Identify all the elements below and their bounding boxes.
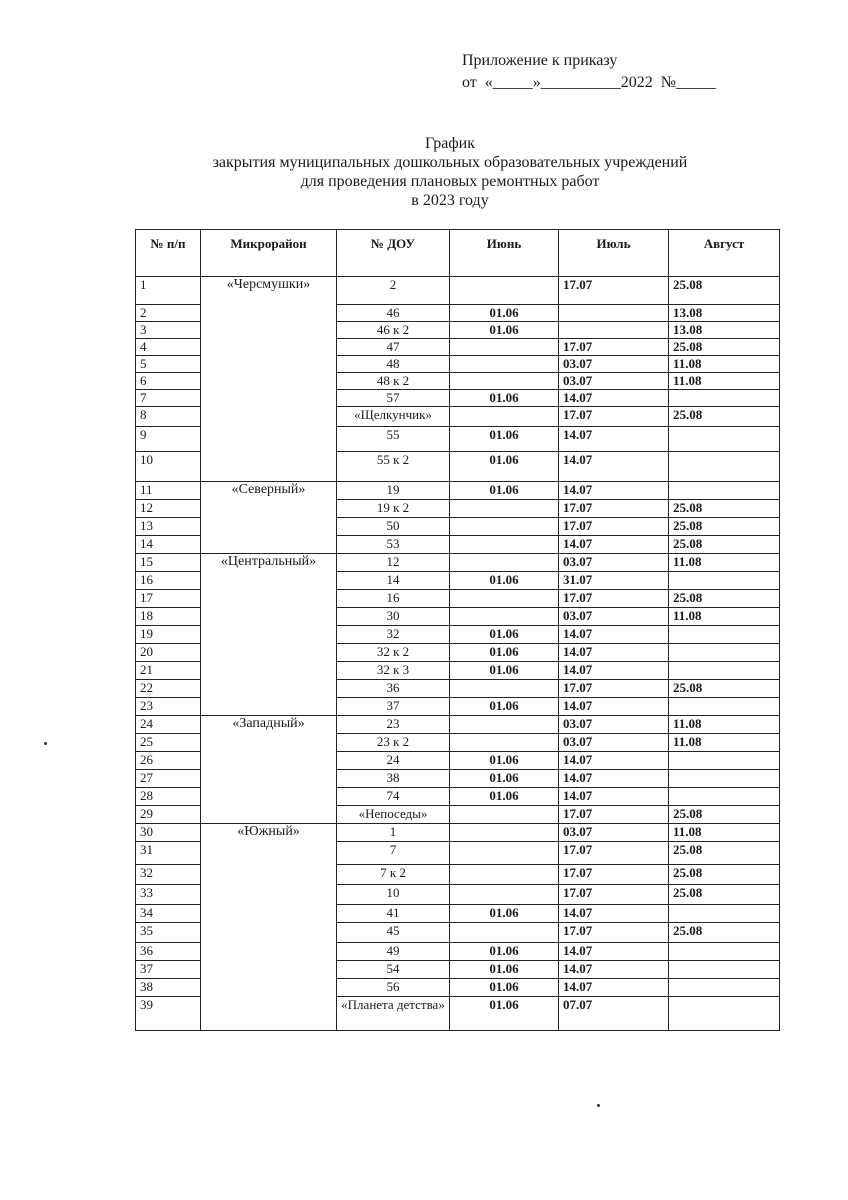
august-date-cell	[669, 905, 780, 923]
dou-cell: 23 к 2	[337, 734, 450, 752]
row-number-cell: 10	[136, 452, 201, 482]
august-date-cell	[669, 979, 780, 997]
august-date-cell: 11.08	[669, 824, 780, 842]
july-date-cell: 17.07	[559, 500, 669, 518]
july-date-cell: 14.07	[559, 979, 669, 997]
dou-cell: 1	[337, 824, 450, 842]
table-body	[136, 277, 780, 1031]
july-date-cell: 14.07	[559, 752, 669, 770]
july-date-cell: 17.07	[559, 407, 669, 427]
june-date-cell: 01.06	[450, 698, 559, 716]
july-date-cell: 14.07	[559, 698, 669, 716]
june-date-cell: 01.06	[450, 322, 559, 339]
june-date-cell	[450, 518, 559, 536]
column-header-district: Микрорайон	[201, 230, 337, 277]
dou-cell: 10	[337, 885, 450, 905]
row-number-cell: 2	[136, 305, 201, 322]
august-date-cell: 11.08	[669, 554, 780, 572]
july-date-cell: 14.07	[559, 644, 669, 662]
july-date-cell: 17.07	[559, 680, 669, 698]
row-number-cell: 4	[136, 339, 201, 356]
row-number-cell: 32	[136, 865, 201, 885]
june-date-cell: 01.06	[450, 390, 559, 407]
scan-speck	[597, 1104, 600, 1107]
june-date-cell: 01.06	[450, 644, 559, 662]
june-date-cell: 01.06	[450, 997, 559, 1031]
dou-cell: 32 к 3	[337, 662, 450, 680]
august-date-cell	[669, 770, 780, 788]
dou-cell: 53	[337, 536, 450, 554]
june-date-cell	[450, 590, 559, 608]
july-date-cell: 17.07	[559, 339, 669, 356]
june-date-cell	[450, 554, 559, 572]
july-date-cell: 14.07	[559, 536, 669, 554]
row-number-cell: 25	[136, 734, 201, 752]
august-date-cell: 25.08	[669, 407, 780, 427]
august-date-cell: 25.08	[669, 339, 780, 356]
june-date-cell: 01.06	[450, 626, 559, 644]
june-date-cell	[450, 500, 559, 518]
column-header-june: Июнь	[450, 230, 559, 277]
dou-cell: 45	[337, 923, 450, 943]
june-date-cell: 01.06	[450, 427, 559, 452]
august-date-cell: 25.08	[669, 277, 780, 305]
dou-cell: 56	[337, 979, 450, 997]
august-date-cell	[669, 452, 780, 482]
row-number-cell: 35	[136, 923, 201, 943]
row-number-cell: 15	[136, 554, 201, 572]
june-date-cell: 01.06	[450, 482, 559, 500]
row-number-cell: 28	[136, 788, 201, 806]
dou-cell: 19 к 2	[337, 500, 450, 518]
dou-cell: 55	[337, 427, 450, 452]
district-cell: «Центральный»	[201, 554, 337, 716]
june-date-cell: 01.06	[450, 770, 559, 788]
june-date-cell: 01.06	[450, 961, 559, 979]
appendix-line-1: Приложение к приказу	[462, 52, 618, 69]
dou-cell: 16	[337, 590, 450, 608]
august-date-cell	[669, 662, 780, 680]
dou-cell: 54	[337, 961, 450, 979]
dou-cell: 38	[337, 770, 450, 788]
dou-cell: 7	[337, 842, 450, 865]
august-date-cell: 11.08	[669, 373, 780, 390]
july-date-cell: 17.07	[559, 885, 669, 905]
august-date-cell: 25.08	[669, 806, 780, 824]
july-date-cell: 17.07	[559, 277, 669, 305]
title-line-1: График	[424, 135, 476, 152]
june-date-cell	[450, 824, 559, 842]
june-date-cell	[450, 608, 559, 626]
dou-cell: 14	[337, 572, 450, 590]
june-date-cell	[450, 806, 559, 824]
august-date-cell: 25.08	[669, 865, 780, 885]
august-date-cell	[669, 482, 780, 500]
dou-cell: «Щелкунчик»	[337, 407, 450, 427]
row-number-cell: 16	[136, 572, 201, 590]
june-date-cell	[450, 716, 559, 734]
august-date-cell: 13.08	[669, 322, 780, 339]
july-date-cell: 14.07	[559, 943, 669, 961]
table-row	[136, 554, 780, 572]
july-date-cell: 14.07	[559, 770, 669, 788]
july-date-cell: 03.07	[559, 824, 669, 842]
june-date-cell: 01.06	[450, 305, 559, 322]
row-number-cell: 8	[136, 407, 201, 427]
august-date-cell: 25.08	[669, 536, 780, 554]
july-date-cell: 03.07	[559, 716, 669, 734]
august-date-cell	[669, 961, 780, 979]
dou-cell: 49	[337, 943, 450, 961]
dou-cell: «Планета детства»	[337, 997, 450, 1031]
row-number-cell: 1	[136, 277, 201, 305]
row-number-cell: 22	[136, 680, 201, 698]
july-date-cell: 14.07	[559, 662, 669, 680]
dou-cell: 32 к 2	[337, 644, 450, 662]
june-date-cell	[450, 680, 559, 698]
dou-cell: 41	[337, 905, 450, 923]
row-number-cell: 30	[136, 824, 201, 842]
row-number-cell: 19	[136, 626, 201, 644]
august-date-cell	[669, 572, 780, 590]
june-date-cell	[450, 536, 559, 554]
dou-cell: 50	[337, 518, 450, 536]
row-number-cell: 21	[136, 662, 201, 680]
august-date-cell: 25.08	[669, 842, 780, 865]
august-date-cell: 25.08	[669, 885, 780, 905]
august-date-cell	[669, 997, 780, 1031]
dou-cell: 48 к 2	[337, 373, 450, 390]
august-date-cell: 25.08	[669, 923, 780, 943]
column-header-august: Август	[669, 230, 780, 277]
july-date-cell	[559, 305, 669, 322]
june-date-cell	[450, 277, 559, 305]
document-title	[0, 134, 848, 210]
august-date-cell	[669, 943, 780, 961]
schedule-table	[135, 229, 780, 1031]
dou-cell: 7 к 2	[337, 865, 450, 885]
july-date-cell: 14.07	[559, 788, 669, 806]
july-date-cell	[559, 322, 669, 339]
august-date-cell	[669, 626, 780, 644]
july-date-cell: 14.07	[559, 452, 669, 482]
dou-cell: 12	[337, 554, 450, 572]
row-number-cell: 36	[136, 943, 201, 961]
august-date-cell: 11.08	[669, 608, 780, 626]
row-number-cell: 11	[136, 482, 201, 500]
june-date-cell	[450, 842, 559, 865]
table-row	[136, 716, 780, 734]
august-date-cell: 11.08	[669, 716, 780, 734]
column-header-number: № п/п	[136, 230, 201, 277]
dou-cell: 55 к 2	[337, 452, 450, 482]
july-date-cell: 14.07	[559, 905, 669, 923]
august-date-cell: 11.08	[669, 734, 780, 752]
august-date-cell: 25.08	[669, 500, 780, 518]
june-date-cell	[450, 356, 559, 373]
august-date-cell: 25.08	[669, 680, 780, 698]
july-date-cell: 03.07	[559, 554, 669, 572]
july-date-cell: 14.07	[559, 626, 669, 644]
district-cell: «Западный»	[201, 716, 337, 824]
row-number-cell: 3	[136, 322, 201, 339]
june-date-cell	[450, 734, 559, 752]
june-date-cell: 01.06	[450, 943, 559, 961]
scan-speck	[44, 742, 47, 745]
july-date-cell: 07.07	[559, 997, 669, 1031]
june-date-cell: 01.06	[450, 452, 559, 482]
row-number-cell: 34	[136, 905, 201, 923]
district-cell: «Южный»	[201, 824, 337, 1031]
district-cell: «Северный»	[201, 482, 337, 554]
august-date-cell: 25.08	[669, 590, 780, 608]
june-date-cell	[450, 923, 559, 943]
july-date-cell: 17.07	[559, 842, 669, 865]
july-date-cell: 17.07	[559, 923, 669, 943]
august-date-cell: 13.08	[669, 305, 780, 322]
row-number-cell: 6	[136, 373, 201, 390]
june-date-cell	[450, 339, 559, 356]
appendix-note	[462, 50, 716, 94]
column-header-july: Июль	[559, 230, 669, 277]
row-number-cell: 17	[136, 590, 201, 608]
dou-cell: 36	[337, 680, 450, 698]
june-date-cell: 01.06	[450, 662, 559, 680]
dou-cell: 30	[337, 608, 450, 626]
july-date-cell: 14.07	[559, 961, 669, 979]
row-number-cell: 39	[136, 997, 201, 1031]
title-line-3: для проведения плановых ремонтных работ	[300, 173, 600, 190]
row-number-cell: 20	[136, 644, 201, 662]
row-number-cell: 27	[136, 770, 201, 788]
dou-cell: 37	[337, 698, 450, 716]
dou-cell: 24	[337, 752, 450, 770]
july-date-cell: 17.07	[559, 806, 669, 824]
august-date-cell	[669, 644, 780, 662]
row-number-cell: 14	[136, 536, 201, 554]
june-date-cell: 01.06	[450, 572, 559, 590]
june-date-cell	[450, 885, 559, 905]
row-number-cell: 9	[136, 427, 201, 452]
july-date-cell: 03.07	[559, 373, 669, 390]
july-date-cell: 17.07	[559, 518, 669, 536]
august-date-cell	[669, 427, 780, 452]
table-row	[136, 824, 780, 842]
july-date-cell: 03.07	[559, 608, 669, 626]
row-number-cell: 7	[136, 390, 201, 407]
june-date-cell: 01.06	[450, 905, 559, 923]
title-line-2: закрытия муниципальных дошкольных образовательных учреждений	[212, 154, 688, 171]
june-date-cell	[450, 865, 559, 885]
table-header-row	[136, 230, 780, 277]
appendix-line-2: от «_____»__________2022 №_____	[462, 74, 717, 91]
june-date-cell	[450, 373, 559, 390]
row-number-cell: 18	[136, 608, 201, 626]
row-number-cell: 37	[136, 961, 201, 979]
row-number-cell: 24	[136, 716, 201, 734]
dou-cell: 2	[337, 277, 450, 305]
dou-cell: 57	[337, 390, 450, 407]
dou-cell: 19	[337, 482, 450, 500]
table-row	[136, 482, 780, 500]
august-date-cell	[669, 698, 780, 716]
row-number-cell: 12	[136, 500, 201, 518]
dou-cell: 47	[337, 339, 450, 356]
column-header-dou: № ДОУ	[337, 230, 450, 277]
august-date-cell: 11.08	[669, 356, 780, 373]
row-number-cell: 33	[136, 885, 201, 905]
july-date-cell: 03.07	[559, 356, 669, 373]
july-date-cell: 17.07	[559, 865, 669, 885]
title-line-4: в 2023 году	[411, 192, 489, 209]
dou-cell: 32	[337, 626, 450, 644]
june-date-cell: 01.06	[450, 752, 559, 770]
july-date-cell: 17.07	[559, 590, 669, 608]
table-row	[136, 277, 780, 305]
dou-cell: 46	[337, 305, 450, 322]
july-date-cell: 03.07	[559, 734, 669, 752]
july-date-cell: 14.07	[559, 482, 669, 500]
dou-cell: «Непоседы»	[337, 806, 450, 824]
dou-cell: 48	[337, 356, 450, 373]
august-date-cell	[669, 788, 780, 806]
row-number-cell: 29	[136, 806, 201, 824]
row-number-cell: 26	[136, 752, 201, 770]
august-date-cell	[669, 752, 780, 770]
dou-cell: 46 к 2	[337, 322, 450, 339]
dou-cell: 74	[337, 788, 450, 806]
july-date-cell: 14.07	[559, 427, 669, 452]
row-number-cell: 23	[136, 698, 201, 716]
district-cell: «Черсмушки»	[201, 277, 337, 482]
july-date-cell: 14.07	[559, 390, 669, 407]
june-date-cell: 01.06	[450, 979, 559, 997]
june-date-cell	[450, 407, 559, 427]
row-number-cell: 31	[136, 842, 201, 865]
row-number-cell: 38	[136, 979, 201, 997]
august-date-cell: 25.08	[669, 518, 780, 536]
row-number-cell: 13	[136, 518, 201, 536]
july-date-cell: 31.07	[559, 572, 669, 590]
row-number-cell: 5	[136, 356, 201, 373]
dou-cell: 23	[337, 716, 450, 734]
june-date-cell: 01.06	[450, 788, 559, 806]
august-date-cell	[669, 390, 780, 407]
